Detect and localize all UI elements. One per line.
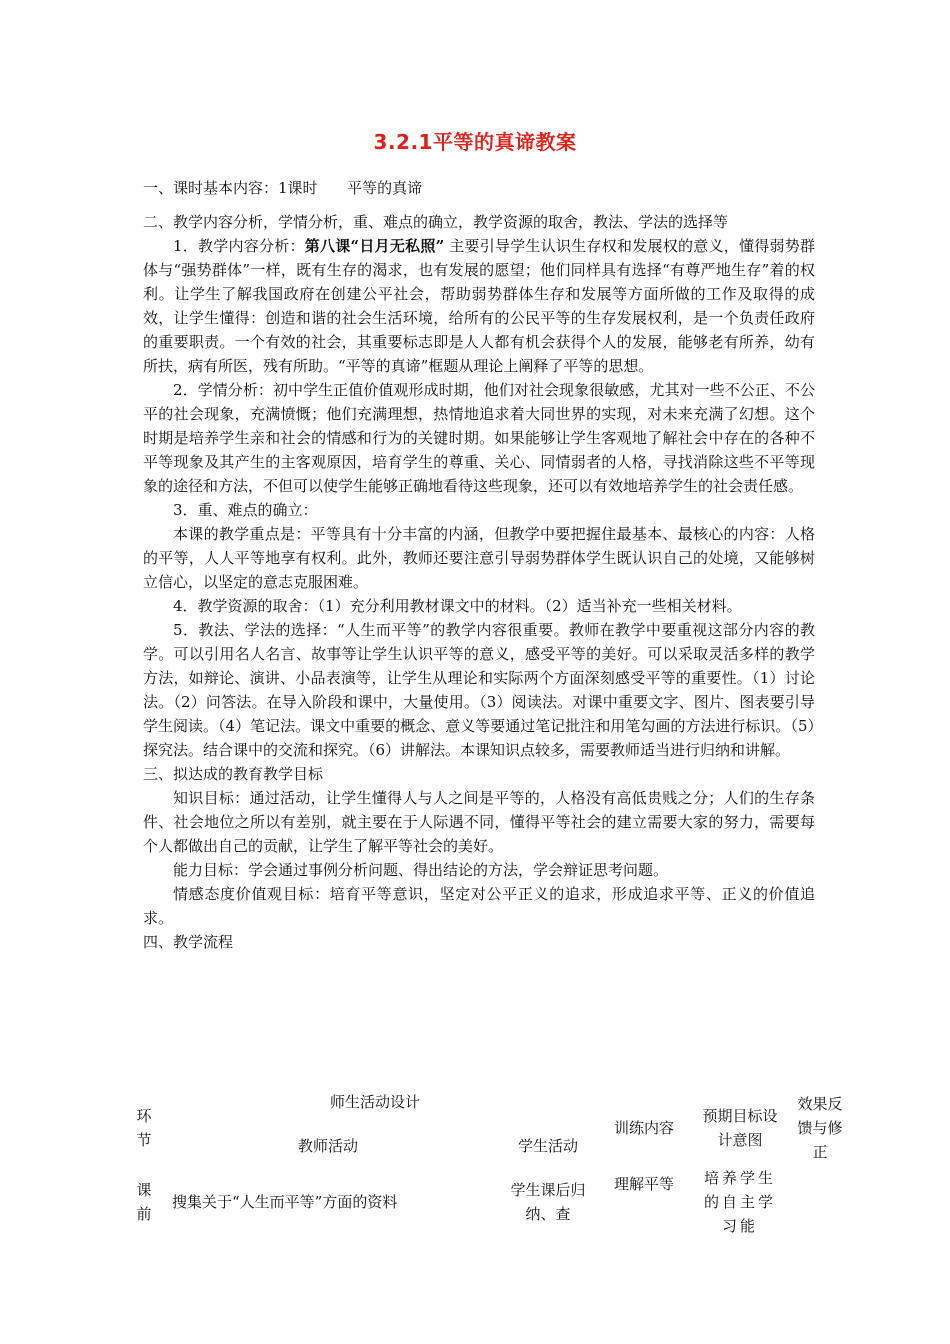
header-student: 学生活动 — [517, 1137, 578, 1155]
header-goal: 预期目标设计意图 — [702, 1107, 778, 1149]
document-title: 3.2.1平等的真谛教案 — [373, 130, 577, 154]
section2-heading: 二、教学内容分析，学情分析，重、难点的确立，教学资源的取舍，教法、学法的选择等 — [143, 213, 729, 231]
row1-teacher: 搜集关于“人生而平等”方面的资料 — [172, 1193, 398, 1211]
section2-key-points-heading: 3．重、难点的确立： — [173, 501, 318, 519]
row1-training: 理解平等 — [613, 1175, 674, 1193]
section1-prefix: 一、课时基本内容：1课时 — [143, 179, 318, 197]
section2-content-analysis — [143, 234, 815, 378]
section2-student-analysis: 2．学情分析：初中学生正值价值观形成时期，他们对社会现象很敏感，尤其对一些不公正、不公平的社会现象，充满愤慨；他们充满理想，热情地追求着大同世界的实现，对未来充满了幻想。这个时期是培养学生亲和社会的情感和行为的关键时期。如果能够让学生客观地了解社会中存在的各种不平等现象及其产生的主客观原因，培育学生的尊重、关心、同情弱者的人格，寻找消除这些不平等现象的途径和方法，不但可以使学生能够正确地看待这些现象，还可以有效地培养学生的社会责任感。 — [143, 381, 815, 495]
goal-ability: 能力目标：学会通过事例分析问题、得出结论的方法，学会辩证思考问题。 — [173, 861, 669, 879]
row1-goal: 培养学生的自主学习能 — [703, 1169, 776, 1235]
section2-resources: 4．教学资源的取舍：（1）充分利用教材课文中的材料。（2）适当补充一些相关材料。 — [173, 597, 742, 615]
section1-line — [143, 176, 815, 200]
header-design: 师生活动设计 — [330, 1093, 421, 1111]
goal-emotion: 情感态度价值观目标：培育平等意识，坚定对公平正义的追求，形成追求平等、正义的价值追求。 — [143, 885, 815, 927]
p1-lead: 1．教学内容分析： — [173, 237, 305, 255]
section2-methods: 5．教法、学法的选择：“人生而平等”的教学内容很重要。教师在教学中要重视这部分内容的教学。可以引用名人名言、故事等让学生认识平等的意义，感受平等的美好。可以采取灵活多样的教学方法，如辩论、演讲、小品表演等，让学生从理论和实际两个方面深刻感受平等的重要性。（1）讨论法。（2）问答法。在导入阶段和课中，大量使用。（3）阅读法。对课中重要文字、图片、图表要引导学生阅读。（4）笔记法。课文中重要的概念、意义等要通过笔记批注和用笔勾画的方法进行标识。（5）探究法。结合课中的交流和探究。（6）讲解法。本课知识点较多，需要教师适当进行归纳和讲解。 — [143, 621, 815, 759]
section2-key-points: 本课的教学重点是：平等具有十分丰富的内涵，但教学中要把握住最基本、最核心的内容：人格的平等，人人平等地享有权利。此外，教师还要注意引导弱势群体学生既认识自己的处境，又能够树立信心，以坚定的意志克服困难。 — [143, 525, 815, 591]
row1-feedback — [790, 1166, 850, 1238]
header-training: 训练内容 — [613, 1119, 674, 1137]
teaching-flow-table — [130, 1090, 850, 1238]
header-link: 环节 — [136, 1107, 152, 1149]
header-teacher: 教师活动 — [297, 1137, 358, 1155]
section1-topic: 平等的真谛 — [347, 179, 423, 197]
goal-knowledge: 知识目标：通过活动，让学生懂得人与人之间是平等的，人格没有高低贵贱之分；人们的生存条件、社会地位之所以有差别，就主要在于人际遇不同，懂得平等社会的建立需要大家的努力，需要每个人都做出自己的贡献，让学生了解平等社会的美好。 — [143, 789, 815, 855]
p1-rest: 主要引导学生认识生存权和发展权的意义，懂得弱势群体与“强势群体”一样，既有生存的渴求，也有发展的愿望；他们同样具有选择“有尊严地生存”着的权利。让学生了解我国政府在创建公平社会，帮助弱势群体生存和发展等方面所做的工作及取得的成效，让学生懂得：创造和谐的社会生活环境，给所有的公民平等的生存发展权利，是一个负责任政府的重要职责。一个有效的社会，其重要标志即是人人都有机会获得个人的发展，能够老有所养，幼有所扶，病有所医，残有所助。“平等的真谛”框题从理论上阐释了平等的思想。 — [143, 237, 815, 375]
header-feedback: 效果反馈与修正 — [797, 1095, 843, 1161]
row1-link: 课前 — [136, 1181, 152, 1223]
section4-heading: 四、教学流程 — [143, 933, 234, 951]
document-body — [143, 176, 815, 954]
p1-lesson-title: 第八课“日月无私照” — [304, 237, 445, 255]
row1-student: 学生课后归纳、查 — [510, 1181, 586, 1223]
section3-heading: 三、拟达成的教育教学目标 — [143, 765, 324, 783]
